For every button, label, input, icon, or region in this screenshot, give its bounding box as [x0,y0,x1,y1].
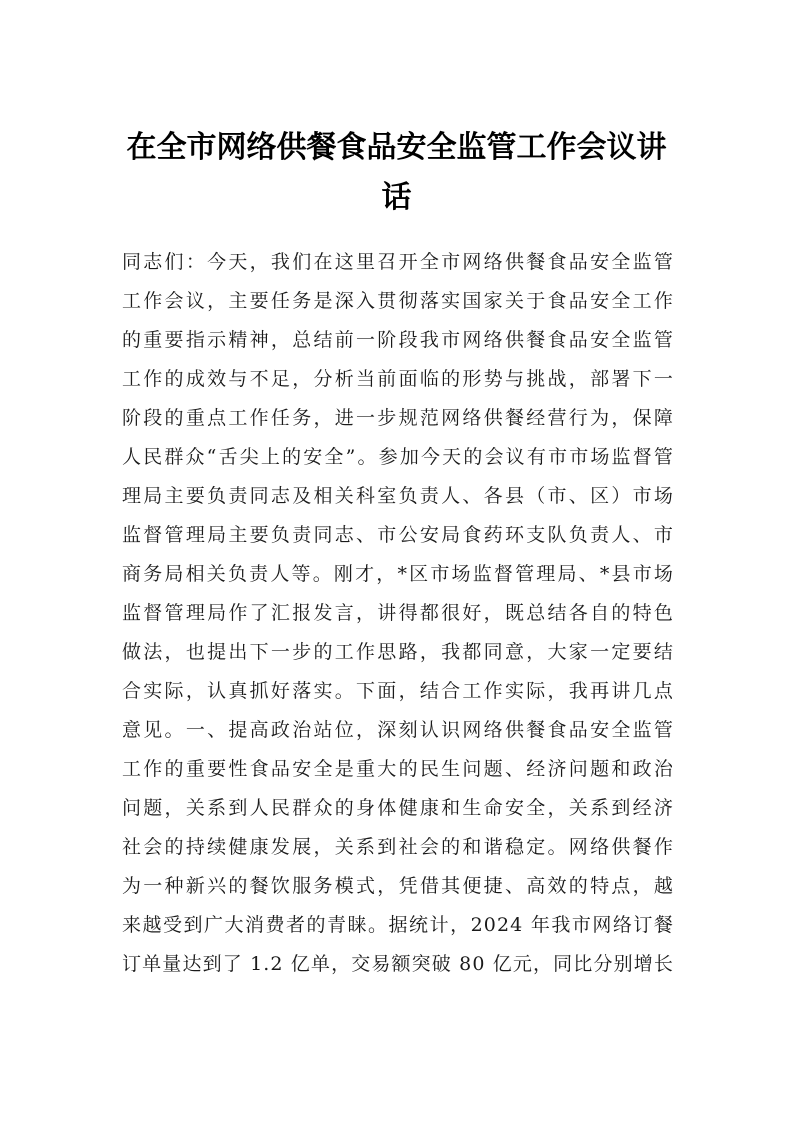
body-line: 社会的持续健康发展，关系到社会的和谐稳定。网络供餐作 [122,836,674,858]
body-line: 合实际，认真抓好落实。下面，结合工作实际，我再讲几点 [122,680,674,702]
body-line: 问题，关系到人民群众的身体健康和生命安全，关系到经济 [122,797,674,819]
body-line: 人民群众“舌尖上的安全”。参加今天的会议有市市场监督管 [122,446,674,468]
body-line: 做法，也提出下一步的工作思路，我都同意，大家一定要结 [122,641,674,663]
body-line: 同志们：今天，我们在这里召开全市网络供餐食品安全监管 [122,251,674,273]
body-line: 意见。一、提高政治站位，深刻认识网络供餐食品安全监管 [122,719,674,741]
body-line: 来越受到广大消费者的青睐。据统计，2024 年我市网络订餐 [122,914,674,936]
body-line: 理局主要负责同志及相关科室负责人、各县（市、区）市场 [122,485,674,507]
body-line: 监督管理局作了汇报发言，讲得都很好，既总结各自的特色 [122,602,674,624]
body-line: 订单量达到了 1.2 亿单，交易额突破 80 亿元，同比分别增长 [122,953,674,975]
document-title: 在全市网络供餐食品安全监管工作会议讲话 [126,130,667,215]
body-line: 工作会议，主要任务是深入贯彻落实国家关于食品安全工作 [122,290,674,312]
body-line: 的重要指示精神，总结前一阶段我市网络供餐食品安全监管 [122,329,674,351]
body-line: 阶段的重点工作任务，进一步规范网络供餐经营行为，保障 [122,407,674,429]
body-line: 监督管理局主要负责同志、市公安局食药环支队负责人、市 [122,524,674,546]
document-body [122,243,674,984]
body-line: 工作的重要性食品安全是重大的民生问题、经济问题和政治 [122,758,674,780]
body-line: 商务局相关负责人等。刚才，*区市场监督管理局、*县市场 [122,563,674,585]
body-line: 工作的成效与不足，分析当前面临的形势与挑战，部署下一 [122,368,674,390]
body-line: 为一种新兴的餐饮服务模式，凭借其便捷、高效的特点，越 [122,875,674,897]
